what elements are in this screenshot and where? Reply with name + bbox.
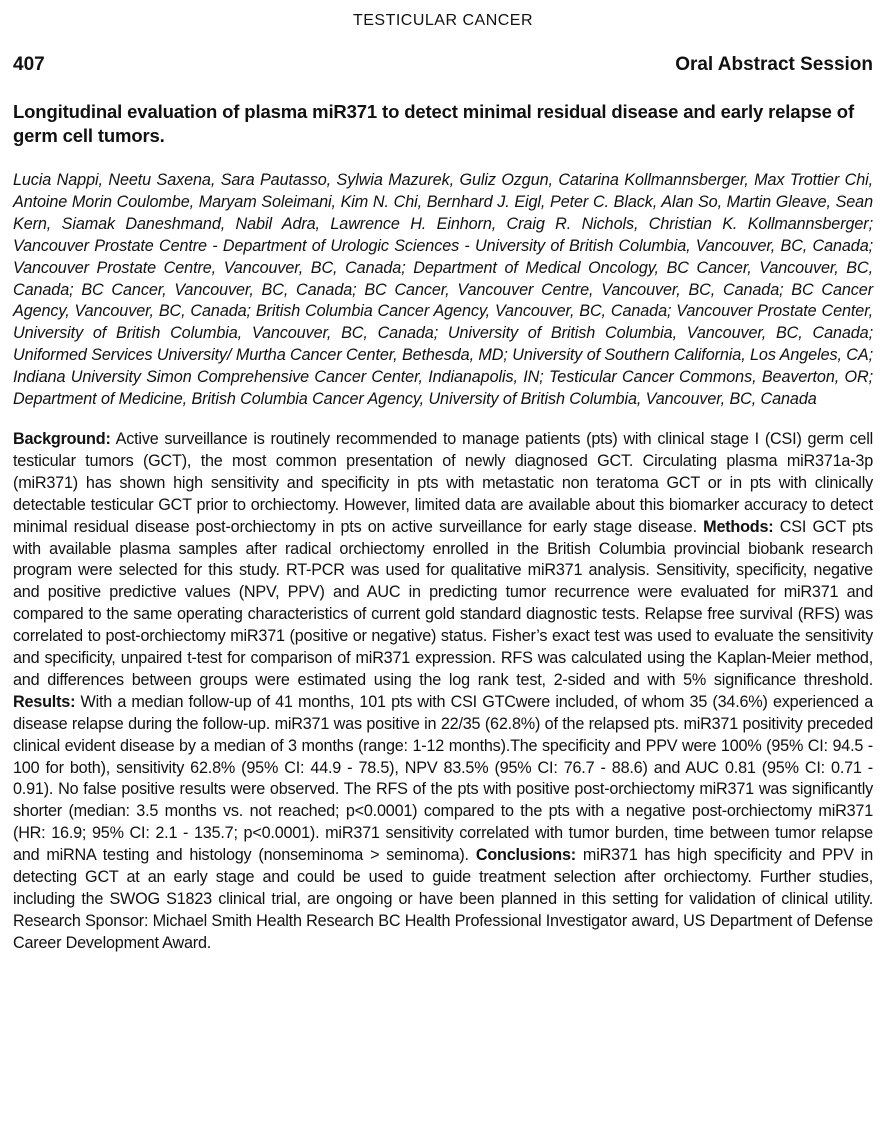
abstract-header-row [13, 54, 873, 76]
author-affiliations: Lucia Nappi, Neetu Saxena, Sara Pautasso, Sylwia Mazurek, Guliz Ozgun, Catarina Kollmannsberger, Max Trottier Chi, Antoine Morin Coulombe, Maryam Soleimani, Kim N. Chi, Bernhard J. Eigl, Peter C. Black, Alan So, Martin Gleave, Sean Kern, Siamak Daneshmand, Nabil Adra, Lawrence H. Einhorn, Craig R. Nichols, Christian K. Kollmannsberger; Vancouver Prostate Centre - Department of Urologic Sciences - University of British Columbia, Vancouver, BC, Canada; Vancouver Prostate Centre, Vancouver, BC, Canada; Department of Medical Oncology, BC Cancer, Vancouver, BC, Canada; BC Cancer, Vancouver, BC, Canada; BC Cancer, Vancouver Centre, Vancouver, BC, Canada; BC Cancer Agency, Vancouver, BC, Canada; British Columbia Cancer Agency, Vancouver, BC, Canada; Vancouver Prostate Center, University of British Columbia, Vancouver, BC, Canada; University of British Columbia, Vancouver, BC, Canada; Uniformed Services University/ Murtha Cancer Center, Bethesda, MD; University of Southern California, Los Angeles, CA; Indiana University Simon Comprehensive Cancer Center, Indianapolis, IN; Testicular Cancer Commons, Beaverton, OR; Department of Medicine, British Columbia Cancer Agency, University of British Columbia, Vancouver, BC, Canada [13, 171, 873, 409]
abstract-number: 407 [13, 54, 45, 75]
methods-label: Methods: [703, 517, 774, 536]
section-heading: TESTICULAR CANCER [352, 12, 534, 29]
results-text: With a median follow-up of 41 months, 101 pts with CSI GTCwere included, of whom 35 (34.6%) experienced a disease relapse during the follow-up. miR371 was positive in 22/35 (62.8%) of the relapsed pts. miR371 positivity preceded clinical evident disease by a median of 3 months (range: 1-12 months).The specificity and PPV were 100% (95% CI: 94.5 - 100 for both), sensitivity 62.8% (95% CI: 44.9 - 78.5), NPV 83.5% (95% CI: 76.7 - 88.6) and AUC 0.81 (95% CI: 0.71 - 0.91). No false positive results were observed. The RFS of the pts with positive post-orchiectomy miR371 was significantly shorter (median: 3.5 months vs. not reached; p<0.0001) compared to the pts with a negative post-orchiectomy miR371 (HR: 16.9; 95% CI: 2.1 - 135.7; p<0.0001). miR371 sensitivity correlated with tumor burden, time between tumor relapse and miRNA testing and histology (nonseminoma > seminoma). [13, 692, 873, 865]
results-label: Results: [13, 692, 76, 711]
abstract-title: Longitudinal evaluation of plasma miR371 to detect minimal residual disease and early relapse of germ cell tumors. [13, 101, 854, 146]
conclusions-text: miR371 has high specificity and PPV in detecting GCT at an early stage and could be used to guide treatment selection after orchiectomy. Further studies, including the SWOG S1823 clinical trial, are ongoing or have been planned in this setting for validation of clinical utility. Research Sponsor: Michael Smith Health Research BC Health Professional Investigator award, US Department of Defense Career Development Award. [13, 846, 874, 952]
background-text: Active surveillance is routinely recommended to manage patients (pts) with clinical stage I (CSI) germ cell testicular tumors (GCT), the most common presentation of newly diagnosed GCT. Circulating plasma miR371a-3p (miR371) has shown high sensitivity and specificity in pts with metastatic non teratoma GCT or in pts with clinically detectable testicular GCT prior to orchiectomy. However, limited data are available about this biomarker accuracy to detect minimal residual disease post-orchiectomy in pts on active surveillance for early stage disease. [13, 429, 873, 536]
session-type: Oral Abstract Session [675, 54, 873, 75]
background-label: Background: [13, 429, 111, 448]
methods-text: CSI GCT pts with available plasma samples after radical orchiectomy enrolled in the British Columbia provincial biobank research program were selected for this study. RT-PCR was used for qualitative miR371 analysis. Sensitivity, specificity, negative and positive predictive values (NPV, PPV) and AUC in predicting tumor recurrence were evaluated for miR371 and compared to the same operating characteristics of current gold standard diagnostic tests. Relapse free survival (RFS) was correlated to post-orchiectomy miR371 (positive or negative) status. Fisher’s exact test was used to evaluate the sensitivity and specificity, unpaired t-test for comparison of miR371 expression. RFS was calculated using the Kaplan-Meier method, and differences between groups were estimated using the log rank test, 2-sided and with 5% significance threshold. [13, 517, 873, 689]
abstract-body [13, 429, 873, 955]
abstract-page [13, 0, 873, 955]
conclusions-label: Conclusions: [475, 846, 576, 865]
